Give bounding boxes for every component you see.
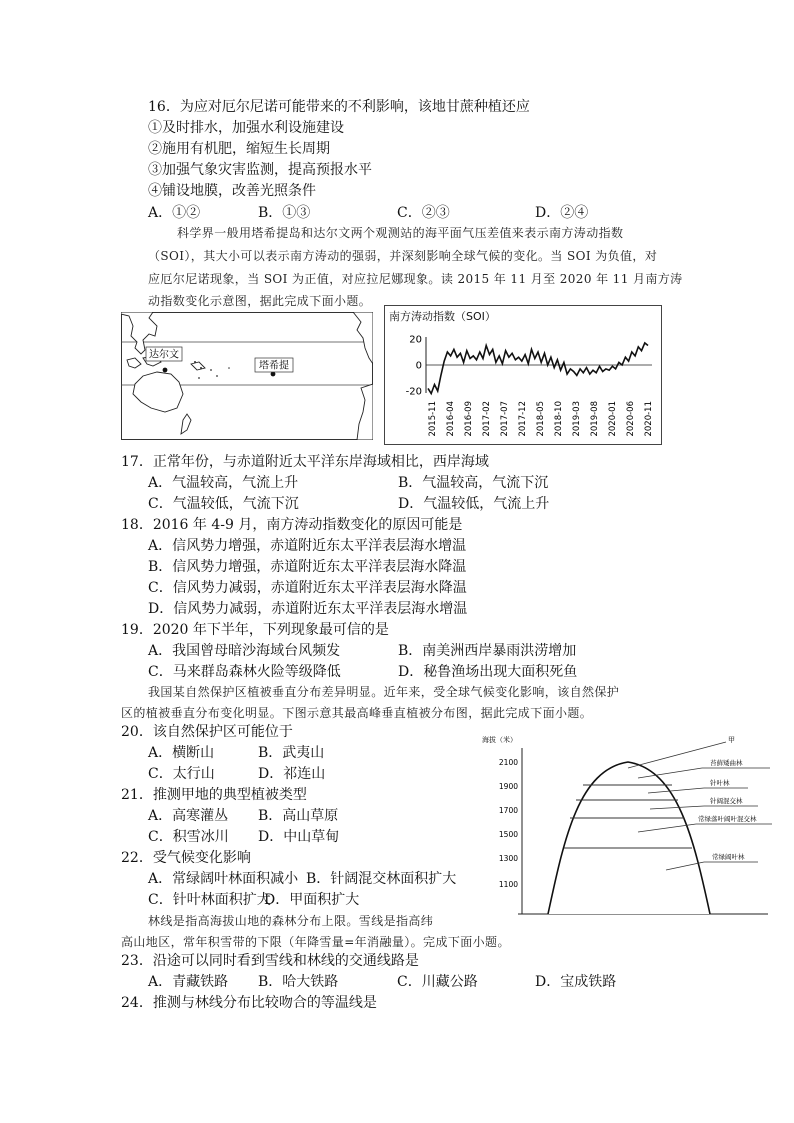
q17-option-b[interactable]: B．气温较高，气流下沉 xyxy=(398,475,549,491)
soi-chart xyxy=(384,305,660,443)
soi-xtick-label: 2018-05 xyxy=(536,401,546,437)
q16-item-3: ③加强气象灾害监测，提高预报水平 xyxy=(148,162,372,178)
q21-stem: 21．推测甲地的典型植被类型 xyxy=(121,787,307,803)
mountain-ytick-label: 2100 xyxy=(498,758,518,767)
soi-xtick-label: 2018-10 xyxy=(554,401,564,437)
q18-option-a[interactable]: A．信风势力增强，赤道附近东太平洋表层海水增温 xyxy=(148,538,467,554)
zone-label-conifer: 针叶林 xyxy=(710,779,730,787)
zone-label-evergreen-deciduous: 常绿落叶阔叶混交林 xyxy=(698,815,757,823)
q18-stem: 18．2016 年 4-9 月，南方涛动指数变化的原因可能是 xyxy=(121,517,463,533)
q18-option-b[interactable]: B．信风势力增强，赤道附近东太平洋表层海水降温 xyxy=(148,559,467,575)
soi-chart-title: 南方涛动指数（SOI） xyxy=(389,310,496,323)
q16-item-4: ④铺设地膜，改善光照条件 xyxy=(148,183,316,199)
q23-option-b[interactable]: B．哈大铁路 xyxy=(258,974,339,990)
mountain-ytick-label: 1100 xyxy=(498,880,518,889)
q17-option-d[interactable]: D．气温较低，气流上升 xyxy=(398,496,550,512)
q17-option-a[interactable]: A．气温较高，气流上升 xyxy=(148,475,299,491)
soi-xtick-label: 2017-07 xyxy=(500,401,510,437)
soi-ytick-label: 20 xyxy=(409,334,422,346)
q21-option-a[interactable]: A．高寒灌丛 xyxy=(148,808,229,824)
q16-option-a[interactable]: A．①② xyxy=(148,205,201,221)
tahiti-label: 塔希提 xyxy=(259,360,289,372)
q21-option-c[interactable]: C．积雪冰川 xyxy=(148,829,229,845)
passage1-line-3: 应厄尔尼诺现象，当 SOI 为正值，对应拉尼娜现象。读 2015 年 11 月至 2020 年 11 月南方涛 xyxy=(148,272,683,286)
q19-option-a[interactable]: A．我国曾母暗沙海域台风频发 xyxy=(148,643,341,659)
mountain-ytick-label: 1500 xyxy=(498,830,518,839)
soi-ytick-label: -20 xyxy=(405,386,422,398)
q20-option-d[interactable]: D．祁连山 xyxy=(258,766,326,782)
q16-option-b[interactable]: B．①③ xyxy=(258,205,311,221)
mountain-ytick-label: 1300 xyxy=(498,854,518,863)
passage3-line-1: 林线是指高海拔山地的森林分布上限。雪线是指高纬 xyxy=(148,914,434,928)
soi-xtick-label: 2017-12 xyxy=(518,401,528,437)
soi-xtick-label: 2017-02 xyxy=(482,401,492,437)
passage1-line-2: （SOI），其大小可以表示南方涛动的强弱，并深刻影响全球气候的变化。当 SOI 为负值，对 xyxy=(148,249,658,263)
q23-option-d[interactable]: D．宝成铁路 xyxy=(535,974,617,990)
mountain-ylabel: 海拔（米） xyxy=(482,736,517,744)
soi-xtick-label: 2015-11 xyxy=(428,401,438,437)
q20-option-a[interactable]: A．横断山 xyxy=(148,745,215,761)
pacific-map xyxy=(121,312,373,440)
zone-label-mixed: 针阔混交林 xyxy=(710,797,743,805)
passage1-line-4: 动指数变化示意图，据此完成下面小题。 xyxy=(148,294,372,308)
q17-option-c[interactable]: C．气温较低，气流下沉 xyxy=(148,496,299,512)
q16-item-2: ②施用有机肥，缩短生长周期 xyxy=(148,141,330,157)
q16-option-d[interactable]: D．②④ xyxy=(535,205,589,221)
q18-option-c[interactable]: C．信风势力减弱，赤道附近东太平洋表层海水降温 xyxy=(148,580,467,596)
soi-series-line xyxy=(428,343,648,394)
passage1-line-1: 科学界一般用塔希提岛和达尔文两个观测站的海平面气压差值来表示南方涛动指数 xyxy=(177,226,624,240)
q19-stem: 19．2020 年下半年，下列现象最可信的是 xyxy=(121,622,389,638)
passage2-line-2: 区的植被垂直分布变化明显。下图示意其最高峰垂直植被分布图，据此完成下面小题。 xyxy=(121,706,593,720)
soi-xtick-label: 2019-03 xyxy=(572,401,582,437)
passage2-line-1: 我国某自然保护区植被垂直分布差异明显。近年来，受全球气候变化影响，该自然保护 xyxy=(148,685,620,699)
q18-option-d[interactable]: D．信风势力减弱，赤道附近东太平洋表层海水增温 xyxy=(148,601,468,617)
q20-option-b[interactable]: B．武夷山 xyxy=(258,745,325,761)
q22-stem: 22．受气候变化影响 xyxy=(121,850,251,866)
q19-option-d[interactable]: D．秘鲁渔场出现大面积死鱼 xyxy=(398,664,578,680)
zone-label-evergreen-broadleaf: 常绿阔叶林 xyxy=(712,853,745,861)
q16-option-c[interactable]: C．②③ xyxy=(397,205,450,221)
soi-ytick-label: 0 xyxy=(415,360,422,372)
soi-xtick-label: 2016-09 xyxy=(464,401,474,437)
q20-option-c[interactable]: C．太行山 xyxy=(148,766,215,782)
soi-xtick-label: 2020-06 xyxy=(626,401,636,437)
q22-option-c[interactable]: C．针叶林面积扩大 xyxy=(148,892,271,908)
q19-option-c[interactable]: C．马来群岛森林火险等级降低 xyxy=(148,664,341,680)
soi-xtick-label: 2020-11 xyxy=(644,401,654,437)
q17-stem: 17．正常年份，与赤道附近太平洋东岸海域相比，西岸海域 xyxy=(121,454,489,470)
q23-option-c[interactable]: C．川藏公路 xyxy=(397,974,478,990)
q16-item-1: ①及时排水，加强水利设施建设 xyxy=(148,120,344,136)
soi-xtick-label: 2020-01 xyxy=(608,401,618,437)
q20-stem: 20．该自然保护区可能位于 xyxy=(121,724,293,740)
q19-option-b[interactable]: B．南美洲西岸暴雨洪涝增加 xyxy=(398,643,577,659)
zone-label-moss: 苔藓矮曲林 xyxy=(710,759,743,767)
q24-stem: 24．推测与林线分布比较吻合的等温线是 xyxy=(121,995,377,1011)
mountain-ytick-label: 1700 xyxy=(498,806,518,815)
vegetation-zone-figure xyxy=(478,730,774,920)
darwin-station-marker xyxy=(163,368,168,373)
q21-option-d[interactable]: D．中山草甸 xyxy=(258,829,340,845)
q16-stem: 16．为应对厄尔尼诺可能带来的不利影响，该地甘蔗种植还应 xyxy=(148,99,530,115)
q22-option-b[interactable]: B．针阔混交林面积扩大 xyxy=(306,871,457,887)
zone-label-jia: 甲 xyxy=(728,736,735,744)
soi-xtick-label: 2019-08 xyxy=(590,401,600,437)
q22-option-a[interactable]: A．常绿阔叶林面积减小 xyxy=(148,871,299,887)
soi-xtick-label: 2016-04 xyxy=(446,401,456,437)
q23-stem: 23．沿途可以同时看到雪线和林线的交通线路是 xyxy=(121,953,419,969)
darwin-label: 达尔文 xyxy=(149,349,179,361)
q23-option-a[interactable]: A．青藏铁路 xyxy=(148,974,229,990)
q22-option-d[interactable]: D．甲面积扩大 xyxy=(264,892,360,908)
passage3-line-2: 高山地区，常年积雪带的下限（年降雪量=年消融量）。完成下面小题。 xyxy=(121,935,510,949)
q21-option-b[interactable]: B．高山草原 xyxy=(258,808,339,824)
mountain-ytick-label: 1900 xyxy=(498,782,518,791)
